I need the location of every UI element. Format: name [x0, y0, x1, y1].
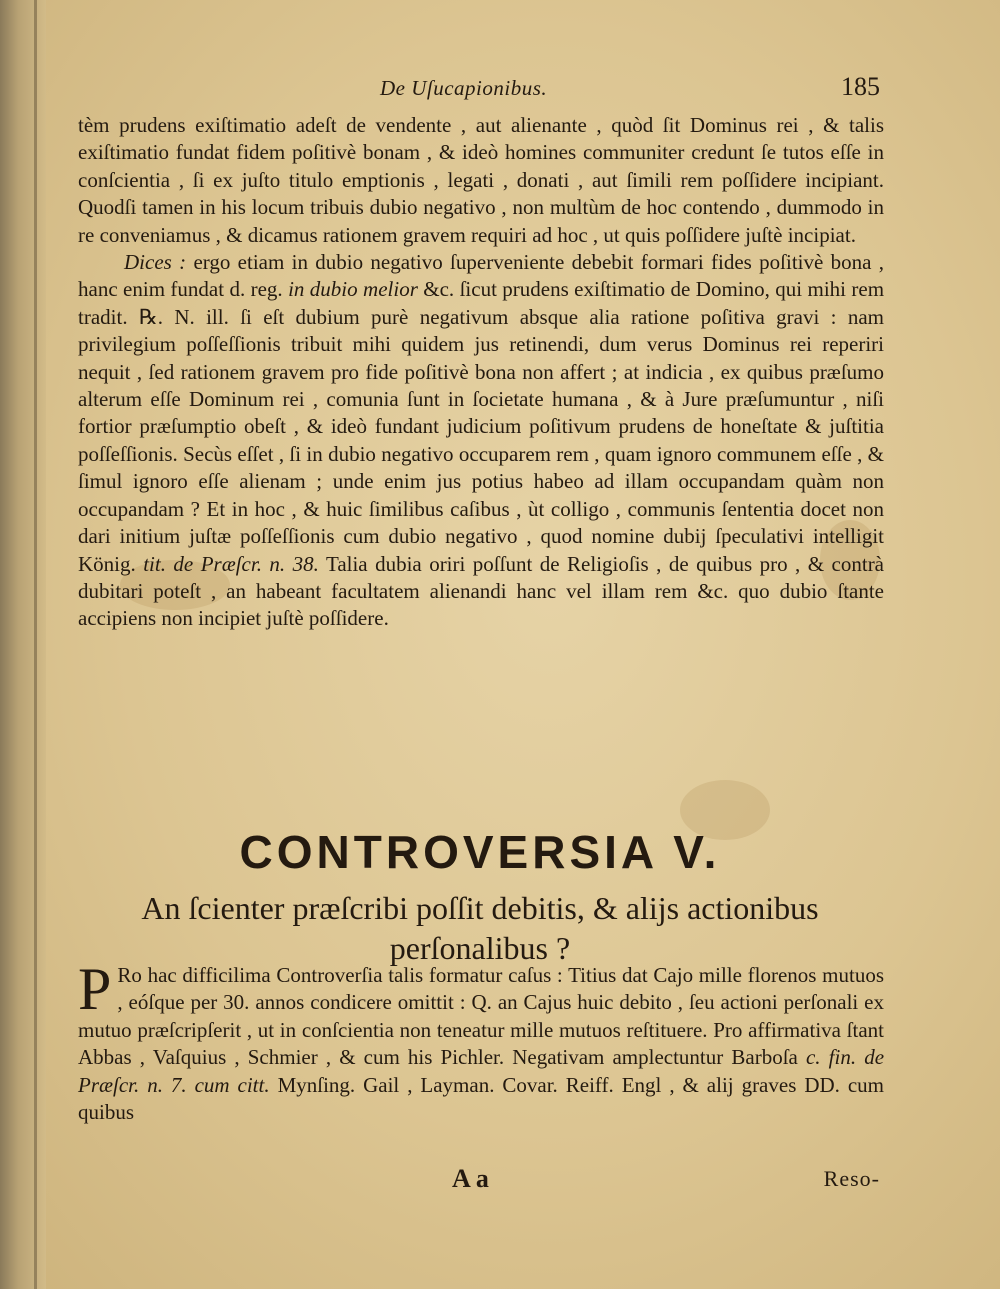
page-footer — [80, 1164, 880, 1204]
citation-barbosa: c. fin. de Præſcr. n. 7. cum citt. — [78, 1045, 885, 1097]
signature-mark: A a — [452, 1164, 489, 1193]
citation-konig: tit. de Præſcr. n. 38. — [143, 551, 319, 576]
section-question: An ſcienter præſcribi poſſit debitis, & alijs actionibus perſonalibus ? — [141, 890, 819, 966]
page-header — [80, 72, 880, 108]
binding-edge — [34, 0, 37, 1289]
dices-text-c: Talia dubia oriri poſſunt de Religioſis , de quibus pro , & contrà dubitari poteſt , an habeant facultatem alienandi hanc vel illam rem &c. quo dubio ſtante accipiens non incipiet juſtè poſſidere. — [78, 551, 885, 631]
paragraph-continuation: tèm prudens exiſtimatio adeſt de vendente , aut alienante , quòd ſit Dominus rei , & talis exiſtimatio fundat fidem poſitivè bonam , & ideò homines communiter credunt ſe tutos eſſe in conſcientia , ſi ex juſto titulo emptionis , legati , donati , aut ſimili rem poſſidere incipiant. Quodſi tamen in his locum tribuis dubio negativo , non multùm de hoc contendo , dummodo in re conveniamus , & dicamus rationem gravem requiri ad hoc , ut quis poſſidere juſtè incipiat. — [78, 113, 884, 247]
case-text-b: Mynſing. Gail , Layman. Covar. Reiff. Engl , & alij graves DD. cum quibus — [78, 1072, 884, 1125]
paragraph-dices — [78, 249, 884, 633]
drop-cap: P — [78, 956, 112, 1022]
case-text — [78, 956, 885, 1126]
page-gutter — [0, 0, 46, 1289]
dices-text-a: ergo etiam in dubio negativo ſuperveniente debebit formari fides poſitivè bona , hanc enim fundat d. reg. — [78, 250, 885, 302]
page-number: 185 — [841, 72, 880, 101]
dices-text-b: &c. ſicut prudens exiſtimatio de Domino, qui mihi rem tradit. ℞. N. ill. ſi eſt dubium purè negativum absque alia ratione poſitiva gravi : nam privilegium poſſeſſionis tribuit mihi quidem jus retinendi, dum verus Dominus rei reperiri nequit , ſed rationem gravem pro fide poſitivè bona non affert ; at indicia , ex quibus præſumo alterum eſſe Dominum rei , comunia ſunt in ſocietate humana , & à Jure præſumuntur , niſi fortior præſumptio obeſt , & ideò fundant judicium poſitivum prudens de honeſtate & juſtitia poſſeſſionis. Secùs eſſet , ſi in dubio negativo occuparem rem , quam ignoro communem eſſe , & ſimul ignoro eſſe alienam ; unde enim jus potius habeo ad illam occupandam quàm non occupandam ? Et in hoc , & huic ſimilibus caſibus , ùt colligo , communis ſententia docet non dari initium juſtæ poſſeſſionis cum dubio negativo , quod nomine dubij ſpeculativi intelligit König. — [78, 277, 885, 576]
paragraph-case — [78, 956, 885, 1126]
section-heading — [60, 822, 900, 968]
running-head: De Uſucapionibus. — [380, 76, 548, 100]
dices-label: Dices : — [124, 250, 187, 275]
section-title: CONTROVERSIA V. — [239, 826, 721, 878]
citation-in-dubio: in dubio melior — [288, 277, 418, 302]
main-text — [78, 112, 884, 633]
case-text-a: Ro hac difficilima Controverſia talis formatur caſus : Titius dat Cajo mille florenos mutuos , eóſque per 30. annos condicere omittit : Q. an Cajus huic debito , ſeu actioni perſonali ex mutuo præſcripſerit , ut in conſcientia non teneatur mille mutuos reſtituere. Pro affirmativa ſtant Abbas , Vaſquius , Schmier , & cum his Pichler. Negativam amplectuntur Barboſa — [78, 963, 884, 1070]
catchword: Reso- — [823, 1166, 880, 1191]
